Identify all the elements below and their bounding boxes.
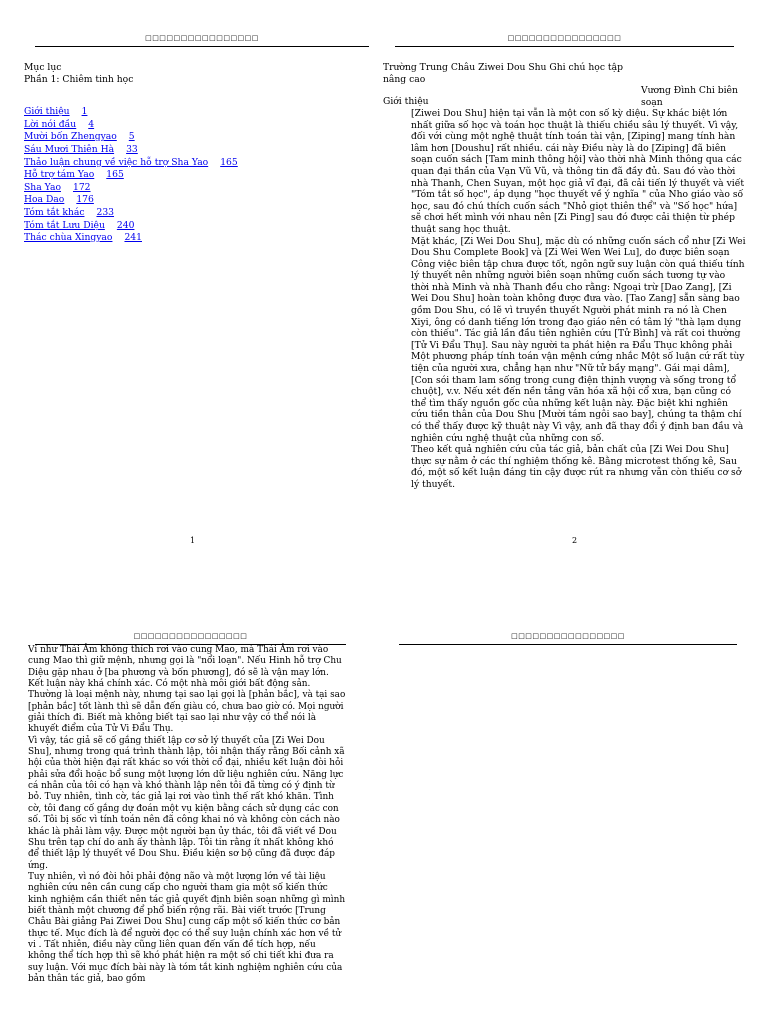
author-line: Vương Đình Chi biên soạn (641, 85, 738, 108)
toc-link[interactable]: Tóm tắt khác (24, 206, 85, 218)
page-header: □□□□□□□□□□□□□□□□ (35, 632, 346, 645)
toc-link[interactable]: Thảo luận chung về việc hỗ trợ Sha Yao (24, 156, 209, 168)
page-number: 1 (190, 536, 196, 545)
page-2 (383, 34, 763, 554)
toc-entry[interactable] (24, 220, 369, 233)
toc-entry[interactable] (24, 119, 369, 132)
section-heading: Giới thiệu (383, 96, 429, 108)
toc-link[interactable]: Tóm tắt Lưu Diệu (24, 219, 105, 231)
toc-link[interactable]: Lời nói đầu (24, 118, 77, 130)
toc-entry[interactable] (24, 207, 369, 220)
toc-entry[interactable] (24, 182, 369, 195)
page-4 (387, 632, 737, 1024)
toc-page-number[interactable]: 172 (72, 181, 91, 193)
toc-entry[interactable] (24, 144, 369, 157)
toc-page-number[interactable]: 176 (76, 194, 94, 206)
paragraph: Tuy nhiên, vì nó đòi hỏi phải động não và một lượng lớn về tài liệu nghiên cứu nên cần cung cấp cho người tham gia một số kiến thức kinh nghiệm cần thiết nên tác giả quyết định biên soạn những gì mình biết thành một chương để phổ biến rộng rãi. Bài viết trước [Trung Châu Bài giảng Pai Ziwei Dou Shu] cung cấp một số kiến thức cơ bản thực tế. Mục đích là để người đọc có thể suy luận chính xác hơn về tử vi . Tất nhiên, điều này cũng liên quan đến vấn đề tích hợp, nếu không thể tích hợp thì sẽ khó phát hiện ra một số chi tiết khi đưa ra suy luận. Với mục đích bài này là tóm tắt kinh nghiệm nghiên cứu của bản thân tác giả, bao gồm (28, 871, 346, 984)
page-header: □□□□□□□□□□□□□□□□ (35, 34, 369, 47)
paragraph: Ví như Thái Âm không thích rơi vào cung Mao, mà Thái Âm rơi vào cung Mao thì giữ mệnh, nhưng gọi là "nổi loạn". Nếu Hinh hỗ trợ Chu Diệu gặp nhau ở [ba phương và bốn phương], đó sẽ là vận may lớn. Kết luận này khá chính xác. Có một nhà môi giới bất động sản. Thường là loại mệnh này, nhưng tại sao lại gọi là [phản bắc], và tại sao [phản bắc] tốt lành thì sẽ dẫn đến giàu có, chưa bao giờ có. Mọi người giải thích đi. Biết mà không biết tại sao lại như vậy có thể nói là khuyết điểm của Tử Vi Đẩu Thụ. (28, 645, 346, 735)
toc-link[interactable]: Thác chùa Xingyao (24, 232, 113, 244)
paragraph: [Ziwei Dou Shu] hiện tại vẫn là một con số kỳ diệu. Sự khác biệt lớn nhất giữa số học và toán học thuật là thiếu chiều sâu lý thuyết. Vì vậy, đối với cùng một nghệ thuật tính toán tài vận, [Ziping] mang tính hàn lâm hơn [Doushu] rất nhiều. cái này Điều này là do [Ziping] đã biên soạn cuốn sách [Tam minh thông hội] vào thời nhà Minh thông qua các quan đại thần của Vạn Vũ Vũ, và thông tin đã đầy đủ. Sau đó vào thời nhà Thanh, Chen Suyan, một học giả vĩ đại, đã cải tiến lý thuyết và viết "Tóm tắt số học", áp dụng "học thuyết về ý nghĩa " của Nho giáo vào số học, sau đó chú thích cuốn sách "Nhỏ giọt thiên thể" và "Số học" hứa] sẽ chơi hết mình với nhau nên [Zi Ping] sau đó được cải thiện từ phép thuật sang học thuật. (411, 107, 745, 235)
toc-page-number[interactable]: 5 (128, 131, 135, 143)
part-heading: Phần 1: Chiêm tinh học (24, 73, 134, 85)
document-title-cont: nâng cao (383, 73, 426, 85)
toc-page-number[interactable]: 233 (96, 206, 115, 218)
toc-link[interactable]: Hoa Dao (24, 194, 65, 206)
paragraph: Vì vậy, tác giả sẽ cố gắng thiết lập cơ sở lý thuyết của [Zi Wei Dou Shu], nhưng trong quá trình thành lập, tôi nhận thấy rằng Bối cảnh xã hội của thời hiện đại rất khác so với thời cổ đại, nhiều kết luận đòi hỏi phải sửa đổi hoặc bổ sung một lượng lớn dữ liệu nghiên cứu. Năng lực cá nhân của tôi có hạn và khó thành lập nên tôi đã từng có ý định từ bỏ. Tuy nhiên, tình cờ, tác giả lại rơi vào tình thế rất khó khăn. Tình cờ, tôi đang cố gắng dự đoán một vụ kiện bằng cách sử dụng các con số. Tôi bị sốc vì tính toán nên đã công khai nó và không còn cách nào khác là phải làm vậy. Được một người bạn ủy thác, tôi đã viết về Dou Shu trên tạp chí do anh ấy thành lập. Tôi tin rằng ít nhất không khó để thiết lập lý thuyết về Dou Shu. Điều kiện sơ bộ cũng đã được đáp ứng. (28, 735, 345, 871)
paragraph: Theo kết quả nghiên cứu của tác giả, bản chất của [Zi Wei Dou Shu] thực sự nằm ở các thí nghiệm thống kê. Bằng microtest thống kê, Sau đó, một số kết luận đáng tin cậy được rút ra nhưng vẫn còn thiếu cơ sở lý thuyết. (411, 444, 742, 490)
toc-entry[interactable] (24, 106, 369, 119)
toc-page-number[interactable]: 240 (116, 219, 135, 231)
toc-page-number[interactable]: 165 (220, 156, 238, 168)
page-3 (28, 632, 346, 1024)
page-header: □□□□□□□□□□□□□□□□ (399, 632, 737, 645)
document-title: Trường Trung Châu Ziwei Dou Shu Ghi chú học tập (383, 62, 623, 73)
toc-link[interactable]: Sáu Mươi Thiên Hà (24, 143, 115, 155)
toc-page-number[interactable]: 33 (126, 143, 138, 155)
page-header: □□□□□□□□□□□□□□□□ (395, 34, 734, 47)
paragraph: Một phương pháp tính toán vận mệnh cứng nhắc Một số luận cứ rất tùy tiện của người xưa, chẳng hạn như "Nữ tử bầy mạng". Gái mại dâm], [Con sói tham lam sống trong cung điện thịnh vượng và sống trong tổ chuột], v.v. Nếu xét đến nền tảng văn hóa xã hội cổ xưa, bạn cũng có thể tìm thấy nguồn gốc của những kết luận này. Đặc biệt khi nghiên cứu tiền thân của Dou Shu [Mười tám ngôi sao bay], chúng ta thậm chí có thể thấy được kỹ thuật này Vì vậy, anh đã thay đổi ý định ban đầu và nghiên cứu nghệ thuật của những con số. (411, 351, 745, 444)
toc-entry[interactable] (24, 169, 369, 182)
page-1 (24, 34, 369, 554)
page-number: 2 (572, 536, 578, 545)
toc-entry[interactable] (24, 232, 369, 245)
toc-link[interactable]: Sha Yao (24, 181, 61, 193)
toc-page-number[interactable]: 165 (106, 169, 124, 181)
table-of-contents (24, 106, 369, 245)
toc-page-number[interactable]: 1 (81, 106, 88, 118)
toc-entry[interactable] (24, 131, 369, 144)
toc-entry[interactable] (24, 194, 369, 207)
toc-entry[interactable] (24, 157, 369, 170)
toc-heading: Mục lục (24, 62, 62, 73)
toc-link[interactable]: Giới thiệu (24, 106, 70, 118)
toc-page-number[interactable]: 4 (88, 118, 95, 130)
toc-link[interactable]: Mười bốn Zhengyao (24, 131, 117, 143)
paragraph: Mặt khác, [Zi Wei Dou Shu], mặc dù có những cuốn sách cổ như [Zi Wei Dou Shu Complete Book] và [Zi Wei Wen Wei Lu], do được biên soạn Công việc biên tập chưa được tốt, ngôn ngữ suy luận còn quá thiếu tính lý thuyết nên những người biên soạn những cuốn sách tương tự vào thời nhà Minh và nhà Thanh đều cho rằng: Ngoại trừ [Dao Zang], [Zi Wei Dou Shu] hoàn toàn không được đưa vào. [Tao Zang] sẵn sàng bao gồm Dou Shu, có lẽ vì truyền thuyết Người phát minh ra nó là Chen Xiyi, ông có danh tiếng lớn trong đạo giáo nên có tâm lý "thà lạm dụng còn thiếu". Tác giả lần đầu tiên nghiên cứu [Tử Bình] và rất coi thường [Tử Vi Đẩu Thụ]. Sau này người ta phát hiện ra Đẩu Thục không phải (411, 235, 746, 351)
toc-page-number[interactable]: 241 (124, 232, 142, 244)
toc-link[interactable]: Hỗ trợ tám Yao (24, 169, 95, 181)
